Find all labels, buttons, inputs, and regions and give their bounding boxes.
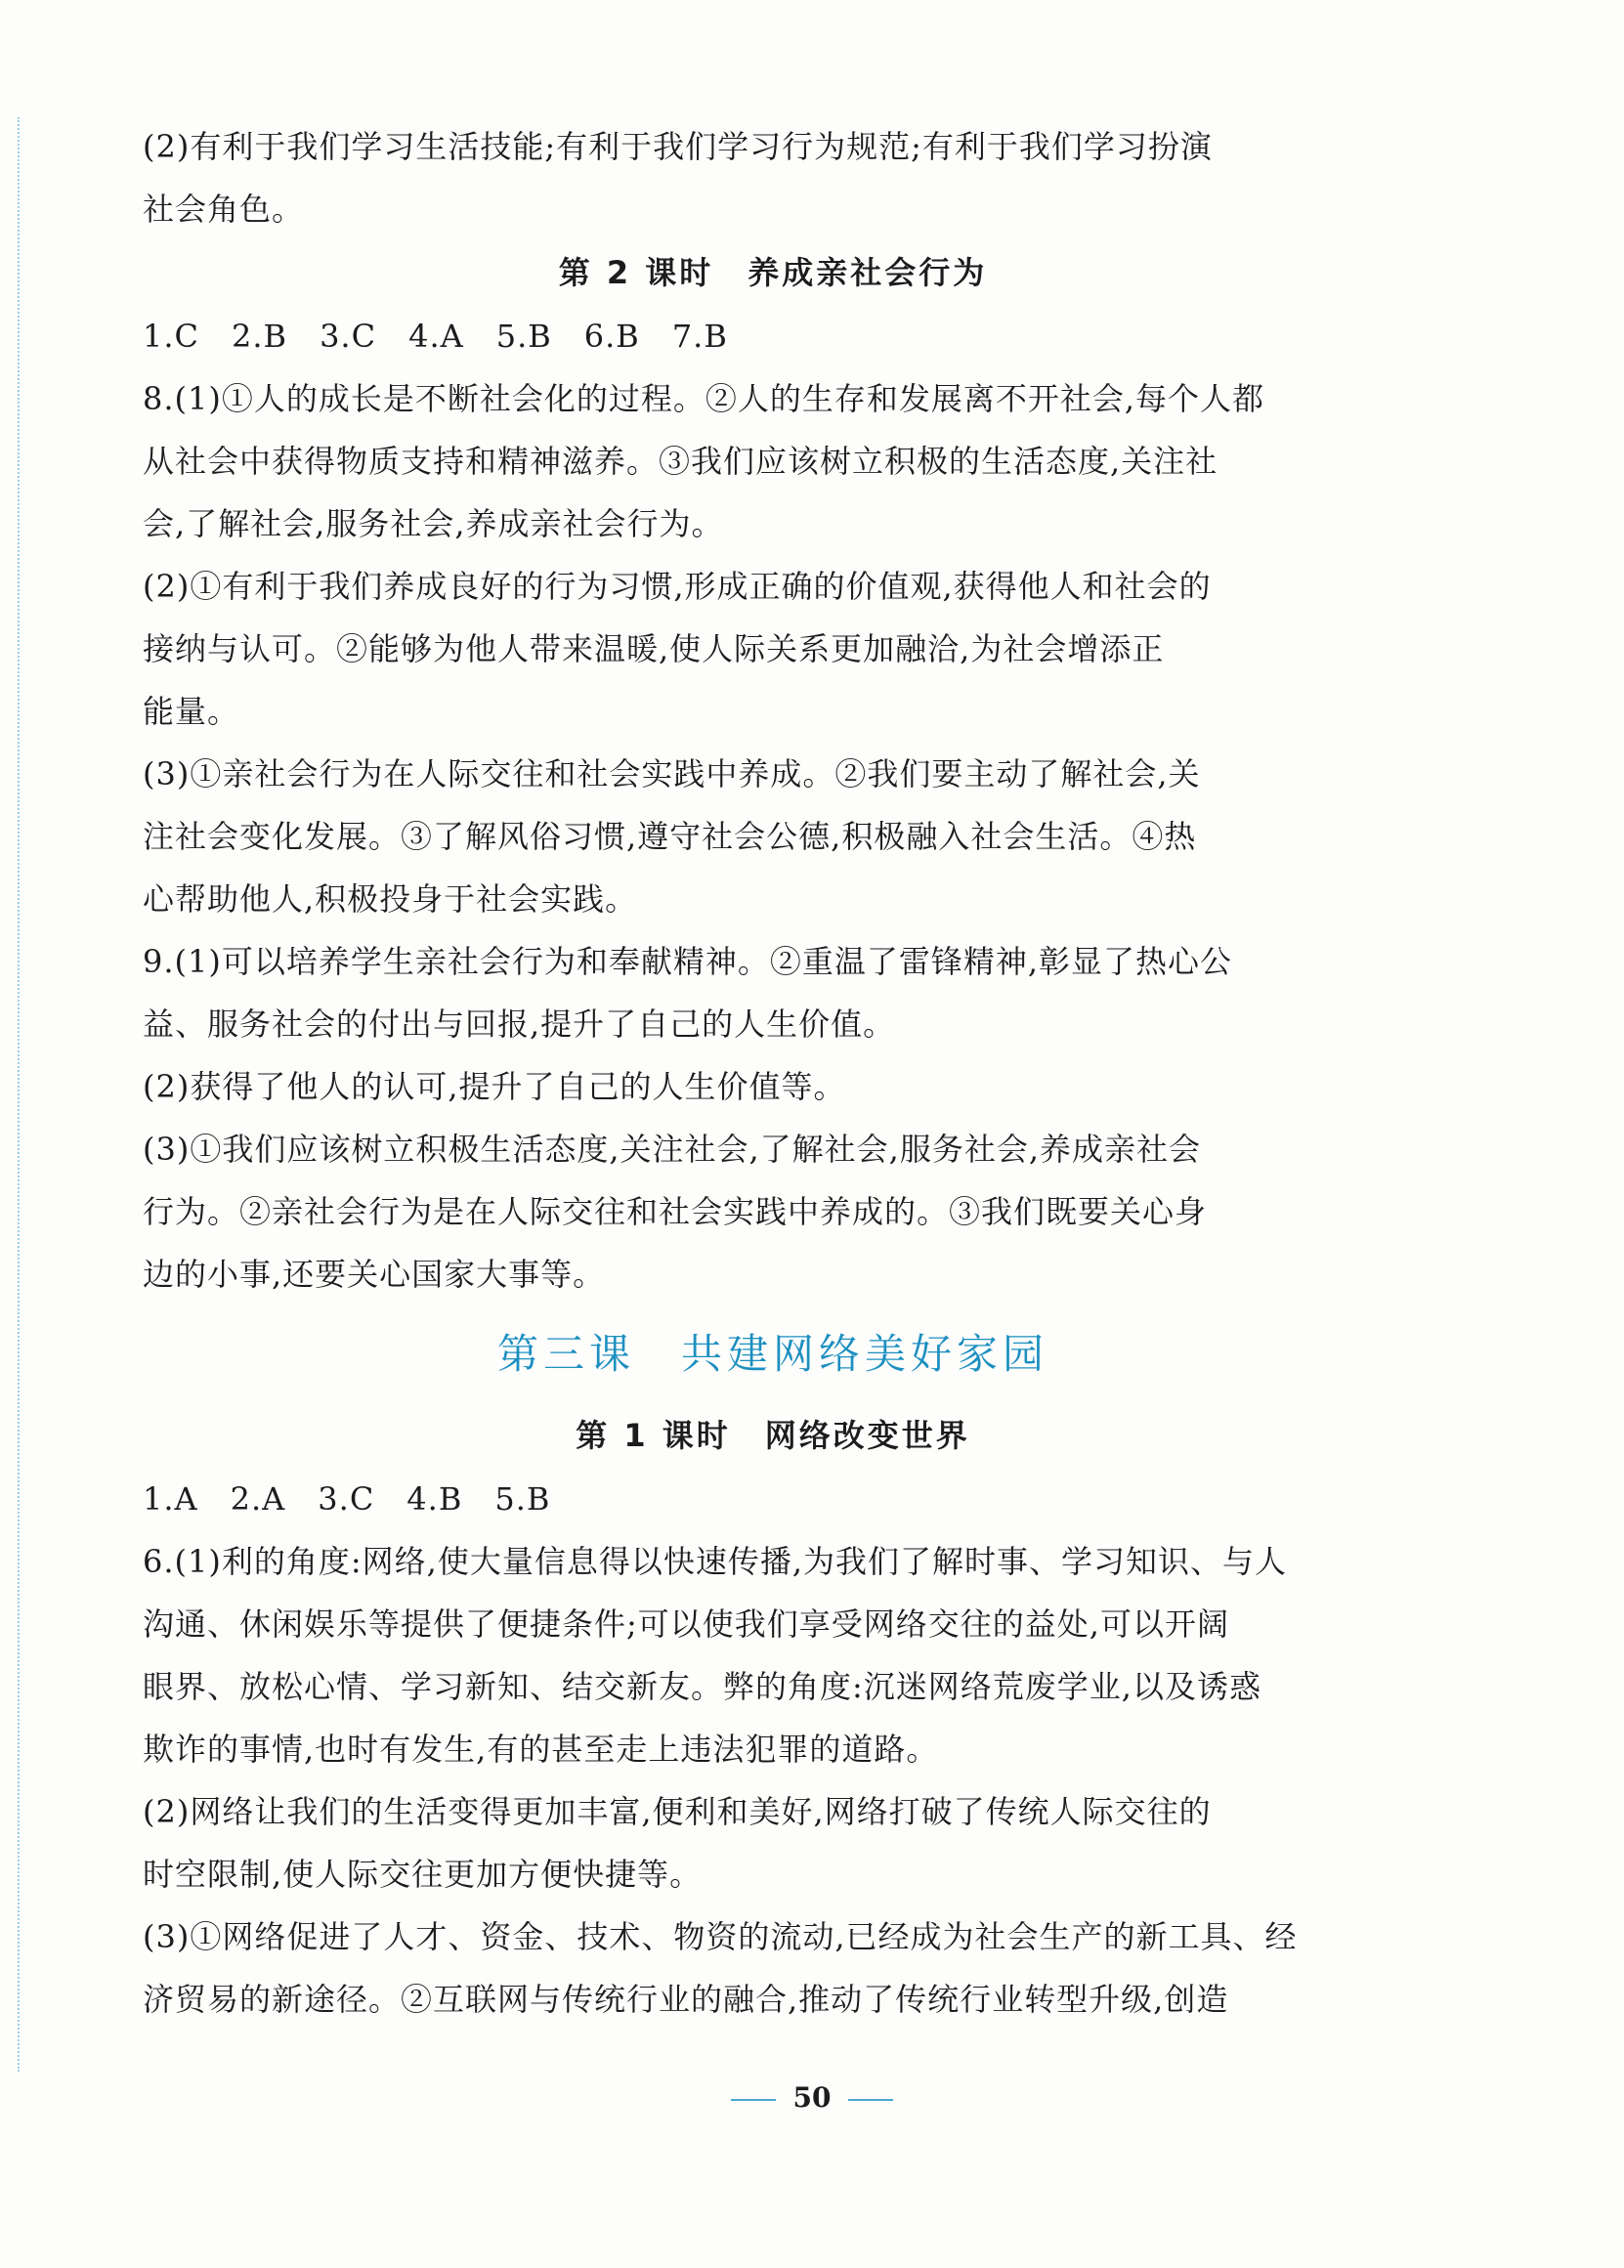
footer-dash-left bbox=[731, 2099, 776, 2101]
text-line: 接纳与认可。②能够为他人带来温暖,使人际关系更加融洽,为社会增添正 bbox=[143, 630, 1165, 667]
text-line: (2)获得了他人的认可,提升了自己的人生价值等。 bbox=[143, 1068, 846, 1105]
text-line: 济贸易的新途径。②互联网与传统行业的融合,推动了传统行业转型升级,创造 bbox=[143, 1981, 1229, 2018]
text-line: 欺诈的事情,也时有发生,有的甚至走上违法犯罪的道路。 bbox=[143, 1731, 939, 1768]
text-line: 9.(1)可以培养学生亲社会行为和奉献精神。②重温了雷锋精神,彰显了热心公 bbox=[143, 943, 1233, 980]
text-line: 边的小事,还要关心国家大事等。 bbox=[143, 1256, 606, 1293]
text-line: 6.(1)利的角度:网络,使大量信息得以快速传播,为我们了解时事、学习知识、与人 bbox=[143, 1543, 1287, 1580]
text-line: 时空限制,使人际交往更加方便快捷等。 bbox=[143, 1856, 703, 1893]
text-line: (3)①我们应该树立积极生活态度,关注社会,了解社会,服务社会,养成亲社会 bbox=[143, 1131, 1202, 1168]
section-subtitle: 第 2 课时 养成亲社会行为 bbox=[558, 254, 988, 291]
page-number: 50 bbox=[792, 2081, 832, 2114]
text-line: (2)有利于我们学习生活技能;有利于我们学习行为规范;有利于我们学习扮演 bbox=[143, 128, 1213, 165]
text-line: 益、服务社会的付出与回报,提升了自己的人生价值。 bbox=[143, 1006, 896, 1043]
text-line: 社会角色。 bbox=[143, 191, 305, 228]
text-line: 行为。②亲社会行为是在人际交往和社会实践中养成的。③我们既要关心身 bbox=[143, 1193, 1208, 1230]
text-line: (3)①网络促进了人才、资金、技术、物资的流动,已经成为社会生产的新工具、经 bbox=[143, 1918, 1298, 1955]
text-line: 会,了解社会,服务社会,养成亲社会行为。 bbox=[143, 505, 724, 542]
text-line: 沟通、休闲娱乐等提供了便捷条件;可以使我们享受网络交往的益处,可以开阔 bbox=[143, 1605, 1229, 1643]
text-line: 心帮助他人,积极投身于社会实践。 bbox=[143, 880, 638, 918]
binding-dotted-line bbox=[18, 117, 29, 2072]
section-subtitle: 第 1 课时 网络改变世界 bbox=[576, 1417, 970, 1454]
footer-dash-right bbox=[848, 2099, 893, 2101]
text-line: 1.C 2.B 3.C 4.A 5.B 6.B 7.B bbox=[143, 318, 728, 355]
page-footer bbox=[0, 2081, 1624, 2114]
text-line: 从社会中获得物质支持和精神滋养。③我们应该树立积极的生活态度,关注社 bbox=[143, 443, 1218, 480]
lesson-title: 第三课 共建网络美好家园 bbox=[496, 1330, 1048, 1378]
text-line: 1.A 2.A 3.C 4.B 5.B bbox=[143, 1480, 551, 1518]
text-line: 能量。 bbox=[143, 693, 240, 730]
text-line: 8.(1)①人的成长是不断社会化的过程。②人的生存和发展离不开社会,每个人都 bbox=[143, 380, 1265, 417]
text-line: (2)①有利于我们养成良好的行为习惯,形成正确的价值观,获得他人和社会的 bbox=[143, 568, 1212, 605]
text-line: (2)网络让我们的生活变得更加丰富,便利和美好,网络打破了传统人际交往的 bbox=[143, 1793, 1212, 1830]
text-line: (3)①亲社会行为在人际交往和社会实践中养成。②我们要主动了解社会,关 bbox=[143, 755, 1201, 792]
text-line: 注社会变化发展。③了解风俗习惯,遵守社会公德,积极融入社会生活。④热 bbox=[143, 818, 1197, 855]
text-line: 眼界、放松心情、学习新知、结交新友。弊的角度:沉迷网络荒废学业,以及诱惑 bbox=[143, 1668, 1261, 1705]
answer-page-content bbox=[143, 115, 1403, 2031]
